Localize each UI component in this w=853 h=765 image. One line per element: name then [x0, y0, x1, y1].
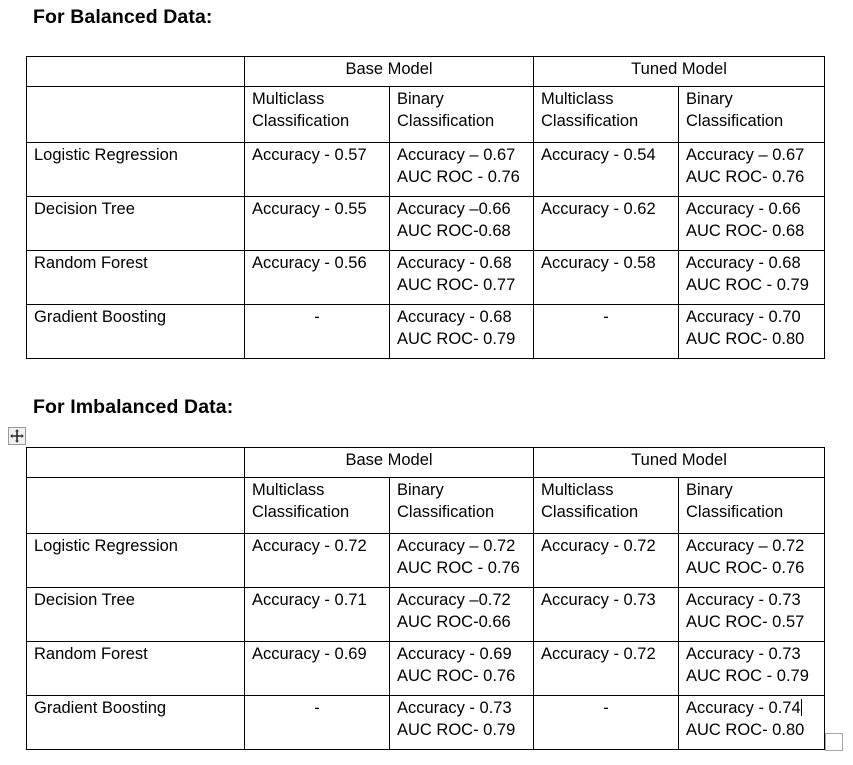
text-cursor: [801, 699, 802, 716]
auc-value: AUC ROC- 0.57: [686, 612, 805, 631]
table-row: [27, 534, 825, 588]
table-row: [27, 642, 825, 696]
row-label-random-forest: Random Forest: [27, 251, 245, 305]
accuracy-value: Accuracy - 0.73: [541, 591, 656, 609]
sub-header-line-1: Multiclass: [252, 90, 325, 108]
table-sub-header-row: [27, 478, 825, 534]
sub-header-tuned-binary: [679, 478, 825, 534]
auc-value: AUC ROC- 0.77: [397, 275, 516, 294]
auc-value: AUC ROC-0.68: [397, 221, 511, 240]
row-label-logistic-regression: Logistic Regression: [27, 143, 245, 197]
cell-tuned-multiclass: [534, 143, 679, 197]
accuracy-value: Accuracy - 0.68: [397, 254, 512, 272]
sub-header-line-1: Binary: [686, 90, 733, 108]
cell-tuned-binary: [679, 251, 825, 305]
cell-base-binary: [390, 642, 534, 696]
auc-value: AUC ROC- 0.79: [397, 720, 516, 739]
cell-tuned-binary: [679, 143, 825, 197]
sub-header-base-multiclass: [245, 478, 390, 534]
sub-header-line-1: Multiclass: [541, 481, 614, 499]
cell-base-multiclass: [245, 197, 390, 251]
cell-tuned-multiclass: -: [534, 696, 679, 750]
sub-header-tuned-binary: [679, 87, 825, 143]
sub-header-line-1: Binary: [397, 90, 444, 108]
group-header-base-model: Base Model: [245, 57, 534, 87]
move-cross-icon[interactable]: [8, 427, 26, 445]
accuracy-value: Accuracy - 0.71: [252, 591, 367, 609]
row-label-gradient-boosting: Gradient Boosting: [27, 696, 245, 750]
accuracy-value: Accuracy - 0.68: [397, 308, 512, 326]
group-header-base-model: Base Model: [245, 448, 534, 478]
sub-header-tuned-multiclass: [534, 87, 679, 143]
auc-value: AUC ROC-0.66: [397, 612, 511, 631]
accuracy-value: Accuracy - 0.69: [397, 645, 512, 663]
page-title-imbalanced: For Imbalanced Data:: [33, 396, 234, 418]
accuracy-value: Accuracy – 0.67: [686, 146, 805, 164]
cell-base-multiclass: [245, 588, 390, 642]
accuracy-value: Accuracy - 0.70: [686, 308, 801, 326]
cell-tuned-multiclass: [534, 642, 679, 696]
sub-header-line-2: Classification: [397, 111, 495, 130]
auc-value: AUC ROC - 0.79: [686, 275, 809, 294]
cell-tuned-binary: [679, 305, 825, 359]
auc-value: AUC ROC - 0.76: [397, 167, 520, 186]
cell-tuned-binary: [679, 197, 825, 251]
accuracy-value: Accuracy - 0.66: [686, 200, 801, 218]
accuracy-value: Accuracy - 0.72: [541, 537, 656, 555]
sub-header-blank: [27, 478, 245, 534]
table-row: [27, 696, 825, 750]
table-sub-header-row: [27, 87, 825, 143]
cell-tuned-binary: [679, 534, 825, 588]
table-group-header-row: [27, 57, 825, 87]
corner-blank-cell: [27, 448, 245, 478]
cell-tuned-multiclass: [534, 534, 679, 588]
accuracy-value: Accuracy - 0.55: [252, 200, 367, 218]
sub-header-line-1: Binary: [397, 481, 444, 499]
accuracy-value: Accuracy - 0.69: [252, 645, 367, 663]
row-label-decision-tree: Decision Tree: [27, 197, 245, 251]
cell-base-binary: [390, 305, 534, 359]
accuracy-value: Accuracy - 0.62: [541, 200, 656, 218]
cell-base-binary: [390, 251, 534, 305]
table-row: [27, 588, 825, 642]
cell-base-multiclass: [245, 642, 390, 696]
results-table-imbalanced: [26, 447, 825, 750]
sub-header-line-1: Multiclass: [252, 481, 325, 499]
auc-value: AUC ROC- 0.80: [686, 329, 805, 348]
results-table-balanced: [26, 56, 825, 359]
auc-value: AUC ROC - 0.79: [686, 666, 809, 685]
cell-base-binary: [390, 588, 534, 642]
accuracy-value: Accuracy –0.66: [397, 200, 511, 218]
sub-header-line-2: Classification: [686, 111, 784, 130]
accuracy-value: Accuracy - 0.73: [686, 645, 801, 663]
table-row: [27, 305, 825, 359]
accuracy-value: Accuracy – 0.67: [397, 146, 516, 164]
accuracy-value: Accuracy - 0.73: [397, 699, 512, 717]
accuracy-value: Accuracy - 0.68: [686, 254, 801, 272]
page-title-balanced: For Balanced Data:: [33, 6, 213, 28]
accuracy-value: Accuracy - 0.54: [541, 146, 656, 164]
auc-value: AUC ROC- 0.80: [686, 720, 805, 739]
row-label-decision-tree: Decision Tree: [27, 588, 245, 642]
cell-base-binary: [390, 197, 534, 251]
auc-value: AUC ROC- 0.76: [397, 666, 516, 685]
sub-header-blank: [27, 87, 245, 143]
row-label-logistic-regression: Logistic Regression: [27, 534, 245, 588]
resize-square-icon[interactable]: [825, 733, 843, 751]
sub-header-line-2: Classification: [397, 502, 495, 521]
sub-header-tuned-multiclass: [534, 478, 679, 534]
accuracy-value: Accuracy - 0.72: [541, 645, 656, 663]
accuracy-value: Accuracy - 0.73: [686, 591, 801, 609]
group-header-tuned-model: Tuned Model: [534, 57, 825, 87]
cell-tuned-multiclass: -: [534, 305, 679, 359]
cell-base-multiclass: -: [245, 305, 390, 359]
cell-base-binary: [390, 143, 534, 197]
sub-header-base-binary: [390, 87, 534, 143]
accuracy-value: Accuracy - 0.57: [252, 146, 367, 164]
cell-tuned-multiclass: [534, 251, 679, 305]
row-label-random-forest: Random Forest: [27, 642, 245, 696]
cell-base-multiclass: [245, 143, 390, 197]
auc-value: AUC ROC- 0.68: [686, 221, 805, 240]
cell-tuned-binary: [679, 642, 825, 696]
table-row: [27, 251, 825, 305]
accuracy-value: Accuracy - 0.58: [541, 254, 656, 272]
accuracy-value: Accuracy - 0.56: [252, 254, 367, 272]
cell-tuned-binary: [679, 588, 825, 642]
accuracy-value: Accuracy – 0.72: [397, 537, 516, 555]
auc-value: AUC ROC- 0.76: [686, 558, 805, 577]
cell-base-multiclass: [245, 534, 390, 588]
sub-header-line-2: Classification: [541, 111, 639, 130]
corner-blank-cell: [27, 57, 245, 87]
cell-tuned-multiclass: [534, 197, 679, 251]
sub-header-line-1: Binary: [686, 481, 733, 499]
accuracy-value: Accuracy –0.72: [397, 591, 511, 609]
cell-base-multiclass: [245, 251, 390, 305]
auc-value: AUC ROC - 0.76: [397, 558, 520, 577]
table-row: [27, 197, 825, 251]
auc-value: AUC ROC- 0.79: [397, 329, 516, 348]
sub-header-line-2: Classification: [686, 502, 784, 521]
sub-header-line-2: Classification: [541, 502, 639, 521]
sub-header-line-1: Multiclass: [541, 90, 614, 108]
accuracy-value: Accuracy - 0.72: [252, 537, 367, 555]
table-group-header-row: [27, 448, 825, 478]
cell-base-binary: [390, 696, 534, 750]
sub-header-line-2: Classification: [252, 111, 350, 130]
row-label-gradient-boosting: Gradient Boosting: [27, 305, 245, 359]
sub-header-base-binary: [390, 478, 534, 534]
group-header-tuned-model: Tuned Model: [534, 448, 825, 478]
accuracy-value: Accuracy - 0.74: [686, 699, 801, 717]
cell-tuned-binary[interactable]: [679, 696, 825, 750]
sub-header-base-multiclass: [245, 87, 390, 143]
auc-value: AUC ROC- 0.76: [686, 167, 805, 186]
cell-base-multiclass: -: [245, 696, 390, 750]
table-row: [27, 143, 825, 197]
sub-header-line-2: Classification: [252, 502, 350, 521]
cell-tuned-multiclass: [534, 588, 679, 642]
accuracy-value: Accuracy – 0.72: [686, 537, 805, 555]
cell-base-binary: [390, 534, 534, 588]
